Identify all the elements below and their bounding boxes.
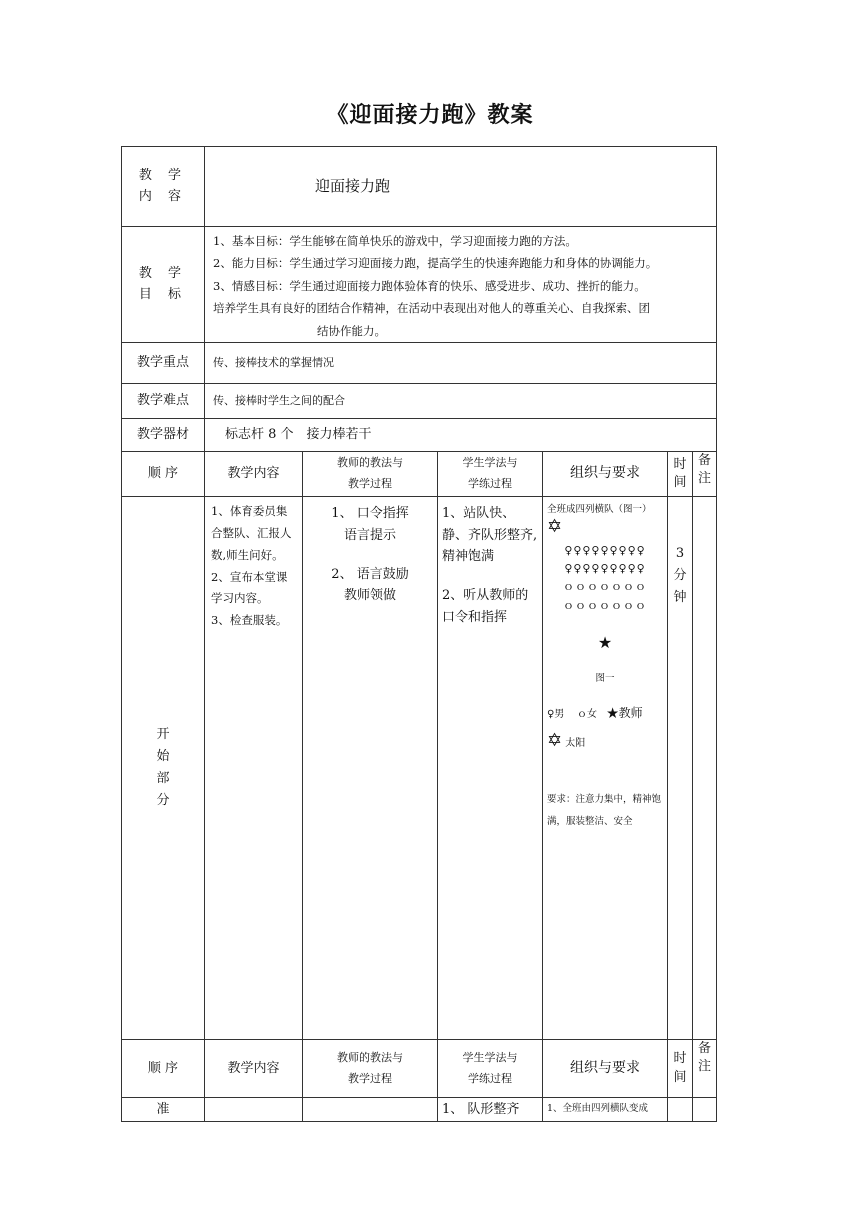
- formation-female-row: ｏｏｏｏｏｏｏ: [563, 580, 647, 594]
- sun-icon: ✡: [547, 730, 563, 752]
- row-prep-section: [122, 1098, 717, 1122]
- prep-teacher: [303, 1098, 438, 1122]
- goal-line: 2、能力目标：学生通过学习迎面接力跑，提高学生的快速奔跑能力和身体的协调能力。: [213, 256, 658, 271]
- start-org: [543, 497, 668, 1040]
- org-requirement: 要求：注意力集中，精神饱满，服装整洁、安全: [547, 794, 662, 828]
- row-start-section: [122, 497, 717, 1040]
- label-equipment: 教学器材: [122, 419, 205, 452]
- row-goals: [122, 227, 717, 343]
- row-key-point: [122, 343, 717, 384]
- document-title: 《迎面接力跑》教案: [326, 102, 534, 128]
- prep-section-label: 准: [122, 1098, 205, 1122]
- formation-male-row: ♀♀♀♀♀♀♀♀♀: [564, 544, 646, 558]
- sun-icon: ✡: [547, 516, 563, 538]
- label-content: 教 学 内 容: [122, 147, 205, 227]
- content-item: 1、体育委员集合整队、汇报人数,师生问好。: [211, 504, 292, 562]
- start-time: 3 分 钟: [668, 497, 693, 1040]
- label-difficulty: 教学难点: [122, 384, 205, 419]
- start-note: [693, 497, 717, 1040]
- legend-sun: ✡ 太阳: [547, 730, 586, 752]
- row-content: [122, 147, 717, 227]
- header-note: 备 注: [693, 1040, 717, 1098]
- formation-male-row: ♀♀♀♀♀♀♀♀♀: [564, 562, 646, 576]
- prep-org: 1、全班由四列横队变成: [543, 1098, 668, 1122]
- header-order: 顺 序: [122, 452, 205, 497]
- lesson-plan-table: [121, 146, 717, 1122]
- value-content: 迎面接力跑: [205, 147, 717, 227]
- org-intro: 全班成四列横队（图一）: [547, 504, 652, 516]
- label-key-point: 教学重点: [122, 343, 205, 384]
- header-content: 教学内容: [205, 1040, 303, 1098]
- header-row-repeat: [122, 1040, 717, 1098]
- value-key-point: 传、接棒技术的掌握情况: [205, 343, 717, 384]
- header-time: 时 间: [668, 1040, 693, 1098]
- row-equipment: [122, 419, 717, 452]
- content-item: 3、检查服装。: [211, 613, 288, 628]
- header-order: 顺 序: [122, 1040, 205, 1098]
- header-student: 学生学法与 学练过程: [438, 1040, 543, 1098]
- header-note: 备 注: [693, 452, 717, 497]
- value-equipment: 标志杆 8 个 接力棒若干: [205, 419, 717, 452]
- start-student: 1、站队快、静、齐队形整齐,精神饱满 2、听从教师的口令和指挥: [438, 497, 543, 1040]
- header-org: 组织与要求: [543, 1040, 668, 1098]
- prep-time: [668, 1098, 693, 1122]
- prep-student: 1、 队形整齐: [438, 1098, 543, 1122]
- header-row: [122, 452, 717, 497]
- legend: ♀男 ｏ女 ★教师: [547, 705, 643, 720]
- header-teacher: 教师的教法与 教学过程: [303, 452, 438, 497]
- star-icon: ★: [597, 632, 613, 652]
- prep-content: [205, 1098, 303, 1122]
- goal-line: 结协作能力。: [317, 323, 386, 338]
- start-section-label: 开 始 部 分: [122, 497, 205, 1040]
- goal-line: 培养学生具有良好的团结合作精神，在活动中表现出对他人的尊重关心、自我探索、团: [213, 301, 650, 316]
- start-teacher: 1、 口令指挥 语言提示 2、 语言鼓励 教师领做: [303, 497, 438, 1040]
- content-item: 2、宣布本堂课学习内容。: [211, 569, 288, 606]
- goal-line: 3、情感目标：学生通过迎面接力跑体验体育的快乐、感受进步、成功、挫折的能力。: [213, 278, 646, 293]
- label-goals: 教 学 目 标: [122, 227, 205, 343]
- start-content: [205, 497, 303, 1040]
- header-time: 时 间: [668, 452, 693, 497]
- header-student: 学生学法与 学练过程: [438, 452, 543, 497]
- value-difficulty: 传、接棒时学生之间的配合: [205, 384, 717, 419]
- header-org: 组织与要求: [543, 452, 668, 497]
- header-teacher: 教师的教法与 教学过程: [303, 1040, 438, 1098]
- row-difficulty: [122, 384, 717, 419]
- formation-female-row: ｏｏｏｏｏｏｏ: [563, 598, 647, 612]
- value-goals: [205, 227, 717, 343]
- goal-line: 1、基本目标：学生能够在简单快乐的游戏中，学习迎面接力跑的方法。: [213, 234, 577, 248]
- figure-caption: 图一: [595, 672, 615, 684]
- header-content: 教学内容: [205, 452, 303, 497]
- prep-note: [693, 1098, 717, 1122]
